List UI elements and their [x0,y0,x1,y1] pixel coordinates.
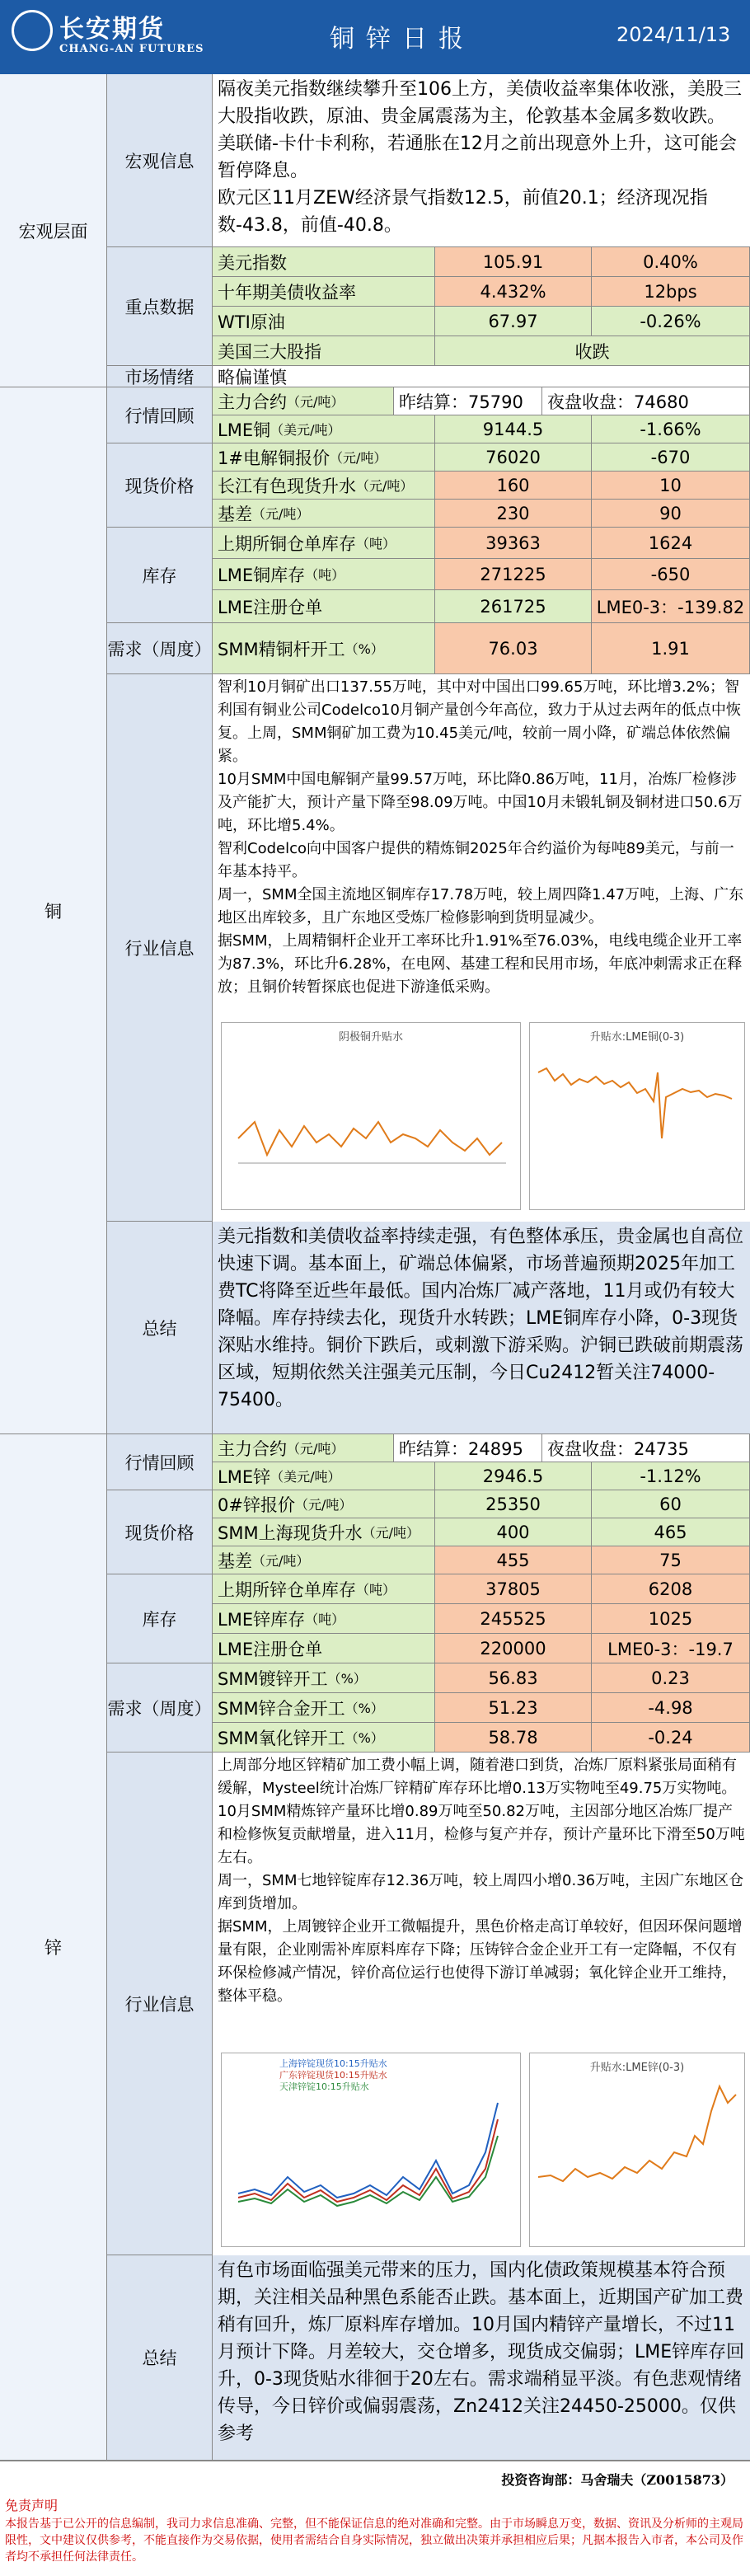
zinc-industry-text [213,1753,750,2058]
zinc-basis-chg: 75 [592,1546,750,1574]
industry-para: 据SMM，上周精铜杆企业开工率环比升1.91%至76.03%，电线电缆企业开工率为87.3%，环比升6.28%，在电网、基建工程和民用市场，年底冲刺需求正在释放；且铜价转暂探底也促进下游逢低采购。 [218,932,743,996]
chart-title: 阴极铜升贴水 [338,1031,403,1044]
data-name-cell: 美元指数 [213,247,435,277]
copper-inv2 [213,559,435,590]
zinc-demand2-chg: -4.98 [592,1693,750,1723]
data-value-cell: 4.432% [435,277,592,307]
copper-inv1-val: 39363 [435,528,592,559]
mood-label: 市场情绪 [107,366,213,387]
zinc-summary-text: 有色市场面临强美元带来的压力，国内化债政策规模基本符合预期，关注相关品种黑色系能否止跌。基本面上，近期国产矿加工费稍有回升，炼厂原料库存增加。10月国内精锌产量增长，不过11月预计下降。月差较大，交仓增多，现货成交偏弱；LME锌库存回升，0-3现货贴水徘徊于20左右。需求端稍显平淡。有色悲观情绪传导，今日锌价或偏弱震荡，Zn2412关注24450-25000。仅供参考 [213,2255,750,2461]
copper-inv3: LME注册仓单 [213,590,435,623]
copper-inv-label: 库存 [107,528,213,623]
zinc-lme-val: 2946.5 [435,1462,592,1490]
chart-title: 升贴水:LME锌(0-3) [589,2062,685,2074]
copper-spot1-val: 76020 [435,443,592,472]
row-name: 主力合约 [218,392,287,412]
disclaimer-text: 本报告基于已公开的信息编制，我司力求信息准确、完整，但不能保证信息的绝对准确和完整。由于市场瞬息万变，数据、资讯及分析师的主观局限性，文中建议仅供参考，不能直接作为交易依据，使用者需结合自身实际情况，独立做出决策并承担相应后果；凡据本报告入市者，本公司及作者均不承担任何法律责任。 [5,2517,743,2564]
report-date: 2024/11/13 [616,23,731,46]
mood-value: 略偏谨慎 [213,366,750,387]
zinc-demand1-chg: 0.23 [592,1663,750,1693]
zinc-lme-chg: -1.12% [592,1462,750,1490]
row-unit: （%） [345,1701,384,1716]
data-change-cell: 0.40% [592,247,750,277]
copper-spot2-chg: 10 [592,472,750,500]
row-unit: （%） [345,1730,384,1746]
zinc-inv1 [213,1574,435,1604]
zinc-demand2-val: 51.23 [435,1693,592,1723]
copper-basis-val: 230 [435,500,592,528]
row-unit: （元/吨） [287,1441,345,1457]
row-name: SMM镀锌开工 [218,1668,328,1689]
row-name: 上期所锌仓单库存 [218,1579,356,1600]
data-change-cell: -0.26% [592,307,750,336]
row-name: 上期所铜仓单库存 [218,533,356,554]
copper-demand1 [213,623,435,674]
zinc-market-label: 行情回顾 [107,1434,213,1490]
premium-line [238,1122,502,1155]
copper-lme-val: 9144.5 [435,415,592,443]
row-name: SMM精铜杆开工 [218,639,345,659]
row-unit: （元/吨） [356,478,414,494]
copper-premium-chart [221,1022,521,1210]
copper-inv1-chg: 1624 [592,528,750,559]
zinc-basis [213,1546,435,1574]
industry-para: 智利10月铜矿出口137.55万吨，其中对中国出口99.65万吨，环比增3.2%；智利国有铜业公司Codelco10月铜产量创今年高位，致力于从过去两年的低点中恢复。上周，SMM铜矿加工费为10.45美元/吨，较前一周小降，矿端总体依然偏紧。 [218,678,741,765]
industry-para: 周一，SMM七地锌锭库存12.36万吨，较上周四小增0.36万吨，主因广东地区仓库到货增加。 [218,1872,744,1912]
industry-para: 智利Codelco向中国客户提供的精炼铜2025年合约溢价为每吨89美元，与前一年基本持平。 [218,840,734,880]
copper-spot2-val: 160 [435,472,592,500]
copper-lme-spread-svg [530,1023,744,1209]
copper-premium-svg [222,1023,520,1209]
row-unit: （元/吨） [329,450,387,466]
zinc-demand3-val: 58.78 [435,1723,592,1753]
zinc-inv2 [213,1604,435,1634]
zinc-lme-spread-chart [529,2053,745,2247]
zinc-demand1 [213,1663,435,1693]
row-name: 基差 [218,1551,252,1571]
zinc-lme [213,1462,435,1490]
zinc-inv2-chg: 1025 [592,1604,750,1634]
industry-para: 周一，SMM全国主流地区铜库存17.78万吨，较上周四降1.47万吨，上海、广东地区出库较多，且广东地区受炼厂检修影响到货明显减少。 [218,886,744,927]
row-name: 基差 [218,504,252,524]
zinc-spot2-val: 400 [435,1518,592,1546]
zinc-premium-chart [221,2053,521,2247]
data-value-cell: 收跌 [435,336,750,366]
zinc-lme-spread-svg [530,2053,744,2246]
copper-inv3-val: 261725 [435,590,592,623]
zinc-spot2-chg: 465 [592,1518,750,1546]
row-unit: （元/吨） [252,506,310,522]
industry-para: 据SMM，上周镀锌企业开工微幅提升，黑色价格走高订单较好，但因环保问题增量有限，企业刚需补库原料库存下降；压铸锌合金企业开工有一定降幅，不仅有环保检修减产情况，锌价高位运行也使得下游订单减弱；氧化锌企业开工维持，整体平稳。 [218,1918,743,2005]
data-name-cell: WTI原油 [213,307,435,336]
zinc-demand2 [213,1693,435,1723]
company-name: 长安期货 [59,15,165,44]
row-name: 0#锌报价 [218,1494,295,1515]
zinc-inv-label: 库存 [107,1574,213,1663]
copper-lme [213,415,435,443]
copper-night: 夜盘收盘：74680 [542,387,750,415]
zinc-basis-val: 455 [435,1546,592,1574]
row-name: SMM上海现货升水 [218,1523,363,1543]
disclaimer-title: 免责声明 [5,2498,59,2513]
macro-info-line: 美联储-卡什卡利称，若通胀在12月之前出现意外上升，这可能会暂停降息。 [218,134,737,181]
zinc-settle: 昨结算：24895 [394,1434,542,1462]
zinc-inv3-chg: LME0-3：-19.7 [592,1634,750,1663]
company-name-en: CHANG-AN FUTURES [59,43,204,55]
row-name: 主力合约 [218,1438,287,1459]
copper-summary-text: 美元指数和美债收益率持续走强，有色整体承压，贵金属也自高位快速下调。基本面上，矿端总体偏紧，市场普遍预期2025年加工费TC将降至近些年最低。国内冶炼厂减产落地，11月或仍有较大降幅。库存持续去化，现货升水转跌；LME铜库存小降，0-3现货深贴水维持。铜价下跌后，或刺激下游采购。沪铜已跌破前期震荡区域，短期依然关注强美元压制，今日Cu2412暂关注74000-75400。 [213,1222,750,1434]
copper-demand1-val: 76.03 [435,623,592,674]
copper-basis [213,500,435,528]
report-title: 铜锌日报 [330,25,475,54]
data-name-cell: 美国三大股指 [213,336,435,366]
section-copper: 铜 [0,387,107,1434]
copper-main-contract [213,387,394,415]
industry-para: 10月SMM中国电解铜产量99.57万吨，环比降0.86万吨，11月，冶炼厂检修涉及产能扩大，预计产量下降至98.09万吨。中国10月未锻轧铜及铜材进口50.6万吨，环比增5.4%。 [218,771,743,834]
zinc-inv1-chg: 6208 [592,1574,750,1604]
row-name: LME锌库存 [218,1609,306,1630]
copper-lme-chg: -1.66% [592,415,750,443]
zinc-demand-label: 需求（周度） [107,1663,213,1753]
row-unit: （元/吨） [287,394,345,410]
row-unit: （%） [327,1671,367,1687]
copper-industry-text [213,674,750,1021]
row-name: LME铜库存 [218,565,306,585]
zinc-inv3-val: 220000 [435,1634,592,1663]
legend-item: 上海锌锭现货10:15升贴水 [279,2058,387,2069]
row-unit: （%） [345,641,384,657]
row-unit: （吨） [305,567,345,583]
data-value-cell: 105.91 [435,247,592,277]
copper-summary-label: 总结 [107,1222,213,1434]
copper-lme-spread-chart [529,1022,745,1210]
zinc-inv1-val: 37805 [435,1574,592,1604]
copper-industry-label: 行业信息 [107,674,213,1222]
copper-spot-label: 现货价格 [107,443,213,528]
copper-spot1 [213,443,435,472]
copper-inv1 [213,528,435,559]
section-macro: 宏观层面 [0,74,107,387]
copper-inv3-chg: LME0-3：-139.82 [592,590,750,623]
macro-info-line: 隔夜美元指数继续攀升至106上方，美债收益率集体收涨，美股三大股指收跌，原油、贵金属震荡为主，伦敦基本金属多数收跌。 [218,79,742,127]
zinc-spot2 [213,1518,435,1546]
row-unit: （吨） [305,1612,345,1627]
zinc-main-contract [213,1434,394,1462]
row-name: LME铜 [218,420,271,440]
macro-info-line: 欧元区11月ZEW经济景气指数12.5，前值20.1；经济现况指数-43.8，前值-40.8。 [218,188,708,236]
legend-item: 广东锌锭现货10:15升贴水 [279,2070,387,2081]
macro-info-label: 宏观信息 [107,74,213,247]
copper-settle: 昨结算：75790 [394,387,542,415]
premium-line-shanghai [238,2103,498,2198]
row-name: LME锌 [218,1466,271,1487]
row-name: 1#电解铜报价 [218,448,330,468]
zinc-demand3 [213,1723,435,1753]
legend-item: 天津锌锭10:15升贴水 [279,2081,369,2092]
analyst-info: 投资咨询部：马舍瑞夫（Z0015873） [501,2472,734,2488]
copper-demand-label: 需求（周度） [107,623,213,674]
zinc-spot1-chg: 60 [592,1490,750,1518]
zinc-spot-label: 现货价格 [107,1490,213,1574]
company-logo-icon [12,10,53,51]
row-name: SMM氧化锌开工 [218,1728,345,1748]
data-value-cell: 67.97 [435,307,592,336]
copper-spot2 [213,472,435,500]
copper-inv2-chg: -650 [592,559,750,590]
copper-demand1-chg: 1.91 [592,623,750,674]
report-footer [0,2461,750,2576]
macro-data-label: 重点数据 [107,247,213,366]
section-zinc: 锌 [0,1434,107,2461]
zinc-inv2-val: 245525 [435,1604,592,1634]
zinc-industry-label: 行业信息 [107,1753,213,2255]
chart-legend [279,2058,387,2093]
copper-market-label: 行情回顾 [107,387,213,443]
row-unit: （美元/吨） [270,1469,341,1485]
copper-spot1-chg: -670 [592,443,750,472]
zinc-night: 夜盘收盘：24735 [542,1434,750,1462]
row-unit: （吨） [356,536,396,551]
zinc-spot1-val: 25350 [435,1490,592,1518]
spread-line [538,2086,736,2181]
row-name: 长江有色现货升水 [218,476,356,496]
zinc-spot1 [213,1490,435,1518]
zinc-demand3-chg: -0.24 [592,1723,750,1753]
zinc-inv3: LME注册仓单 [213,1634,435,1663]
data-change-cell: 12bps [592,277,750,307]
row-unit: （美元/吨） [270,422,341,438]
row-unit: （元/吨） [294,1497,353,1513]
row-name: SMM锌合金开工 [218,1698,345,1719]
chart-title: 升贴水:LME铜(0-3) [589,1031,685,1044]
row-unit: （元/吨） [252,1553,310,1569]
copper-basis-chg: 90 [592,500,750,528]
data-name-cell: 十年期美债收益率 [213,277,435,307]
industry-para: 10月SMM精炼锌产量环比增0.89万吨至50.82万吨，主因部分地区冶炼厂提产和检修恢复贡献增量，进入11月，检修与复产并存，预计产量环比下滑至50万吨左右。 [218,1803,745,1866]
industry-para: 上周部分地区锌精矿加工费小幅上调，随着港口到货，冶炼厂原料紧张局面稍有缓解，Mysteel统计冶炼厂锌精矿库存环比增0.13万实物吨至49.75万实物吨。 [218,1757,737,1797]
macro-info-text [213,74,750,247]
row-unit: （吨） [356,1582,396,1598]
zinc-summary-label: 总结 [107,2255,213,2461]
spread-line [538,1068,732,1138]
copper-inv2-val: 271225 [435,559,592,590]
row-unit: （元/吨） [362,1525,420,1541]
zinc-demand1-val: 56.83 [435,1663,592,1693]
